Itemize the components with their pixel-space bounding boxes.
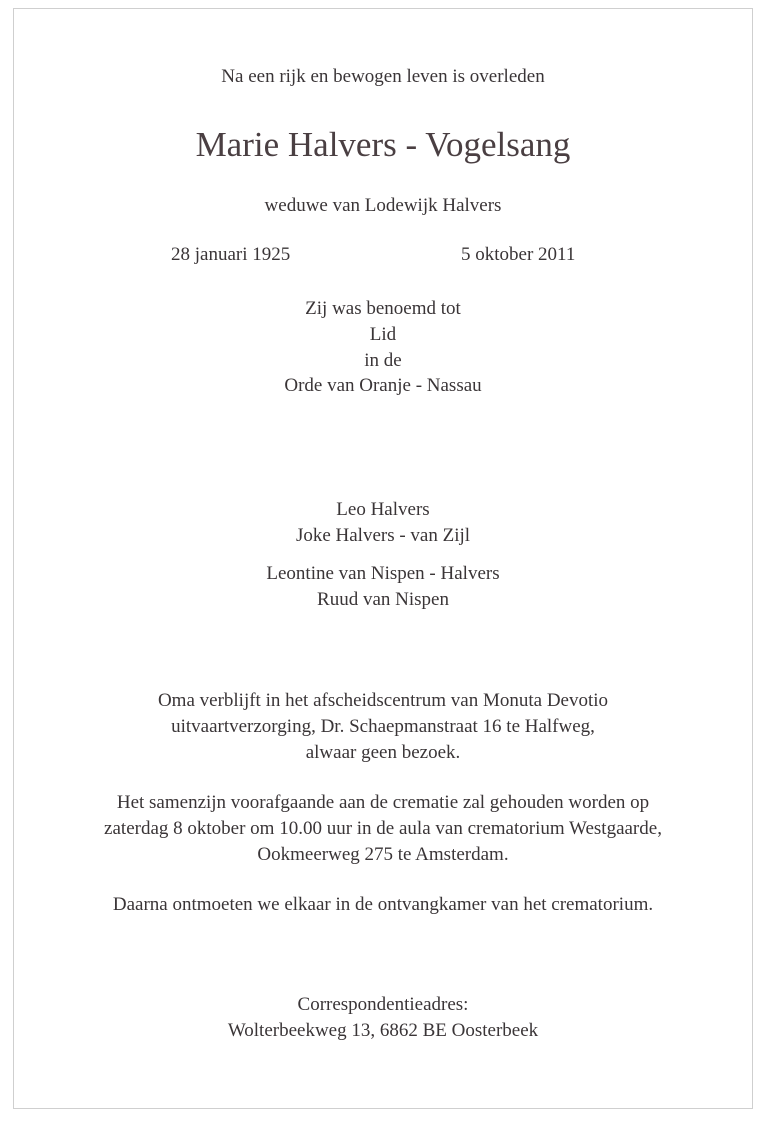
ceremony-line-3: Ookmeerweg 275 te Amsterdam. — [257, 844, 509, 865]
birth-date: 28 januari 1925 — [171, 244, 291, 265]
ceremony-line-1: Het samenzijn voorafgaande aan de crematie zal gehouden worden op — [116, 792, 650, 813]
honor-line-3: in de — [364, 350, 402, 371]
honor-line-1: Zij was benoemd tot — [305, 298, 461, 319]
honor-line-2: Lid — [369, 324, 397, 345]
correspondence-label: Correspondentieadres: — [297, 994, 469, 1015]
family-line-2: Joke Halvers - van Zijl — [295, 525, 471, 546]
death-date: 5 oktober 2011 — [461, 244, 576, 265]
honor-line-4: Orde van Oranje - Nassau — [284, 375, 482, 396]
announcement-card — [13, 8, 753, 1109]
ceremony-line-2: zaterdag 8 oktober om 10.00 uur in de aula van crematorium Westgaarde, — [104, 818, 662, 839]
viewing-line-1: Oma verblijft in het afscheidscentrum van Monuta Devotio — [157, 690, 609, 711]
family-line-4: Ruud van Nispen — [317, 589, 449, 610]
correspondence-address: Wolterbeekweg 13, 6862 BE Oosterbeek — [227, 1020, 539, 1041]
viewing-line-3: alwaar geen bezoek. — [305, 742, 461, 763]
intro-text: Na een rijk en bewogen leven is overleden — [221, 66, 545, 87]
viewing-line-2: uitvaartverzorging, Dr. Schaepmanstraat 16 te Halfweg, — [171, 716, 595, 737]
family-line-1: Leo Halvers — [336, 499, 430, 520]
family-line-3: Leontine van Nispen - Halvers — [266, 563, 500, 584]
spouse-line: weduwe van Lodewijk Halvers — [264, 195, 502, 216]
deceased-name: Marie Halvers - Vogelsang — [195, 125, 571, 164]
reception-text: Daarna ontmoeten we elkaar in de ontvangkamer van het crematorium. — [112, 894, 654, 915]
